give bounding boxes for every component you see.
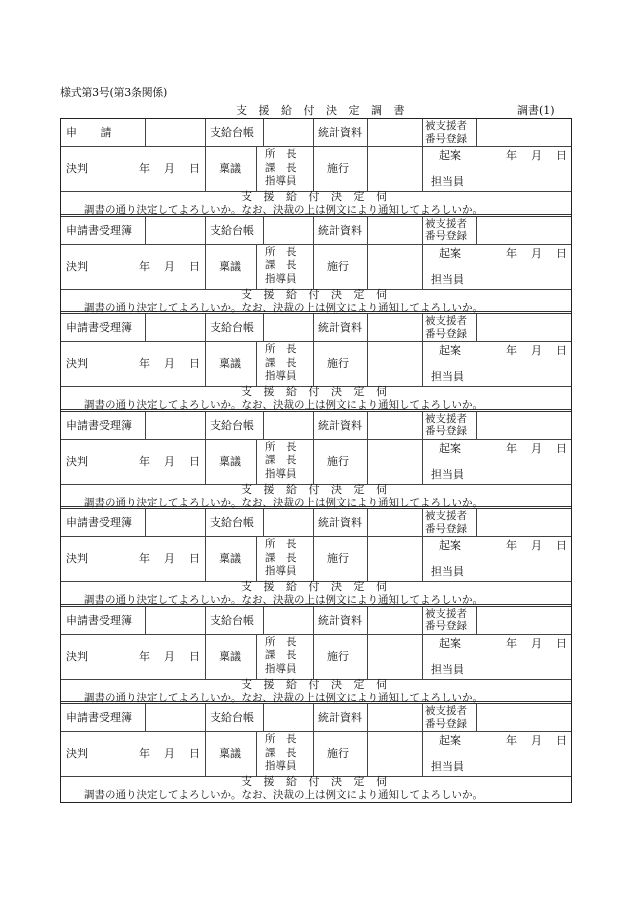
deliberation-label: 稟議 bbox=[219, 357, 241, 370]
decision-day-label: 日 bbox=[189, 649, 200, 663]
deliberation-label: 稟議 bbox=[219, 259, 241, 273]
application-register-label: 申請書受理簿 bbox=[66, 613, 132, 627]
grid-line bbox=[263, 314, 264, 341]
decision-inquiry-text: 調書の通り決定してよろしいか。なお、決裁の上は例文により通知してよろしいか。 bbox=[84, 399, 483, 411]
grid-line bbox=[263, 412, 264, 439]
director-label: 所 長 bbox=[265, 635, 297, 648]
section-chief-label: 課 長 bbox=[265, 551, 297, 564]
statistics-label: 統計資料 bbox=[318, 711, 362, 724]
draft-day-label: 日 bbox=[556, 344, 567, 357]
deliberation-label: 稟議 bbox=[219, 162, 241, 175]
approver-titles bbox=[261, 246, 313, 287]
enforcement-label: 施行 bbox=[327, 162, 349, 175]
decision-month-label: 月 bbox=[164, 552, 175, 565]
decision-year-label: 年 bbox=[139, 747, 150, 760]
decision-inquiry-text: 調書の通り決定してよろしいか。なお、決裁の上は例文により通知してよろしいか。 bbox=[84, 594, 483, 606]
recipient-registration-label bbox=[422, 607, 476, 634]
draft-month-label: 月 bbox=[531, 246, 542, 260]
application-register-label: 申 請 bbox=[66, 126, 122, 139]
decision-day-label: 日 bbox=[189, 747, 200, 760]
application-register-label: 申請書受理簿 bbox=[66, 418, 132, 432]
grid-line bbox=[263, 509, 264, 536]
draft-month-label: 月 bbox=[531, 636, 542, 650]
section-chief-label: 課 長 bbox=[265, 454, 297, 466]
decision-block bbox=[61, 412, 571, 510]
staff-label: 担当員 bbox=[431, 760, 464, 773]
statistics-label: 統計資料 bbox=[318, 418, 362, 432]
draft-year-label: 年 bbox=[506, 636, 517, 650]
decision-month-label: 月 bbox=[164, 454, 175, 468]
decision-day-label: 日 bbox=[189, 162, 200, 175]
section-chief-label: 課 長 bbox=[265, 259, 297, 271]
approver-titles bbox=[261, 636, 313, 677]
payment-ledger-label: 支給台帳 bbox=[210, 126, 254, 139]
instructor-label: 指導員 bbox=[265, 565, 297, 577]
decision-month-label: 月 bbox=[164, 747, 175, 760]
draft-label: 起案 bbox=[439, 344, 461, 357]
recipient-label-line1: 被支援者 bbox=[425, 217, 467, 230]
grid-line bbox=[476, 607, 477, 634]
director-label: 所 長 bbox=[265, 148, 297, 160]
section-chief-label: 課 長 bbox=[265, 746, 297, 759]
document-reference: 調書(1) bbox=[517, 104, 555, 117]
recipient-label-line1: 被支援者 bbox=[425, 315, 467, 327]
draft-year-label: 年 bbox=[506, 441, 517, 455]
form-number-label: 様式第3号(第3条関係) bbox=[60, 86, 167, 99]
draft-year-label: 年 bbox=[506, 246, 517, 260]
recipient-label-line2: 番号登録 bbox=[425, 425, 467, 437]
instructor-label: 指導員 bbox=[265, 467, 297, 480]
decision-month-label: 月 bbox=[164, 259, 175, 273]
draft-month-label: 月 bbox=[531, 734, 542, 747]
grid-line bbox=[367, 607, 368, 679]
instructor-label: 指導員 bbox=[265, 760, 297, 772]
statistics-label: 統計資料 bbox=[318, 126, 362, 139]
draft-day-label: 日 bbox=[556, 734, 567, 747]
recipient-label-line1: 被支援者 bbox=[425, 705, 467, 717]
grid-line bbox=[263, 217, 264, 244]
staff-label: 担当員 bbox=[431, 565, 464, 578]
decision-inquiry-title: 支 援 給 付 決 定 伺 bbox=[241, 190, 391, 203]
decision-month-label: 月 bbox=[164, 162, 175, 175]
decision-inquiry-text: 調書の通り決定してよろしいか。なお、決裁の上は例文により通知してよろしいか。 bbox=[84, 496, 483, 509]
deliberation-label: 稟議 bbox=[219, 454, 241, 468]
instructor-label: 指導員 bbox=[265, 175, 297, 187]
grid-line bbox=[476, 217, 477, 244]
director-label: 所 長 bbox=[265, 538, 297, 550]
draft-month-label: 月 bbox=[531, 344, 542, 357]
decision-block bbox=[61, 704, 571, 802]
decision-label: 決判 bbox=[66, 454, 88, 468]
deliberation-label: 稟議 bbox=[219, 747, 241, 760]
director-label: 所 長 bbox=[265, 343, 297, 355]
grid-line bbox=[145, 704, 146, 731]
staff-label: 担当員 bbox=[431, 175, 464, 188]
staff-label: 担当員 bbox=[431, 370, 464, 383]
grid-line bbox=[256, 731, 257, 776]
grid-line bbox=[367, 314, 368, 386]
draft-label: 起案 bbox=[439, 539, 461, 552]
grid-line bbox=[476, 412, 477, 439]
decision-label: 決判 bbox=[66, 747, 88, 760]
grid-line bbox=[256, 439, 257, 484]
deliberation-label: 稟議 bbox=[219, 649, 241, 663]
decision-block bbox=[61, 314, 571, 412]
recipient-label-line1: 被支援者 bbox=[425, 510, 467, 522]
grid-line bbox=[263, 119, 264, 146]
decision-day-label: 日 bbox=[189, 357, 200, 370]
decision-inquiry-text: 調書の通り決定してよろしいか。なお、決裁の上は例文により通知してよろしいか。 bbox=[84, 204, 483, 216]
draft-label: 起案 bbox=[439, 149, 461, 162]
draft-year-label: 年 bbox=[506, 344, 517, 357]
grid-line bbox=[476, 509, 477, 536]
draft-label: 起案 bbox=[439, 246, 461, 260]
decision-day-label: 日 bbox=[189, 454, 200, 468]
grid-line bbox=[256, 634, 257, 679]
decision-block bbox=[61, 509, 571, 607]
grid-line bbox=[256, 536, 257, 581]
recipient-label-line2: 番号登録 bbox=[425, 717, 467, 730]
recipient-label-line2: 番号登録 bbox=[425, 230, 467, 242]
draft-year-label: 年 bbox=[506, 539, 517, 552]
draft-month-label: 月 bbox=[531, 149, 542, 162]
application-register-label: 申請書受理簿 bbox=[66, 516, 132, 529]
decision-year-label: 年 bbox=[139, 552, 150, 565]
draft-month-label: 月 bbox=[531, 441, 542, 455]
decision-inquiry-text: 調書の通り決定してよろしいか。なお、決裁の上は例文により通知してよろしいか。 bbox=[84, 789, 483, 801]
decision-year-label: 年 bbox=[139, 649, 150, 663]
approver-titles bbox=[261, 538, 313, 579]
grid-line bbox=[145, 314, 146, 341]
grid-line bbox=[256, 341, 257, 386]
grid-line bbox=[145, 217, 146, 244]
approver-titles bbox=[261, 441, 313, 482]
draft-day-label: 日 bbox=[556, 539, 567, 552]
approver-titles bbox=[261, 148, 313, 189]
recipient-label-line2: 番号登録 bbox=[425, 620, 467, 632]
payment-ledger-label: 支給台帳 bbox=[210, 321, 254, 334]
decision-inquiry-title: 支 援 給 付 決 定 伺 bbox=[241, 482, 391, 496]
application-register-label: 申請書受理簿 bbox=[66, 321, 132, 334]
decision-year-label: 年 bbox=[139, 162, 150, 175]
section-chief-label: 課 長 bbox=[265, 649, 297, 661]
decision-inquiry-title: 支 援 給 付 決 定 伺 bbox=[241, 677, 391, 691]
recipient-label-line1: 被支援者 bbox=[425, 412, 467, 425]
grid-line bbox=[145, 119, 146, 146]
payment-ledger-label: 支給台帳 bbox=[210, 711, 254, 724]
draft-day-label: 日 bbox=[556, 636, 567, 650]
draft-year-label: 年 bbox=[506, 734, 517, 747]
statistics-label: 統計資料 bbox=[318, 613, 362, 627]
director-label: 所 長 bbox=[265, 440, 297, 453]
decision-year-label: 年 bbox=[139, 357, 150, 370]
statistics-label: 統計資料 bbox=[318, 223, 362, 237]
grid-line bbox=[256, 244, 257, 289]
recipient-label-line1: 被支援者 bbox=[425, 607, 467, 620]
decision-day-label: 日 bbox=[189, 552, 200, 565]
decision-label: 決判 bbox=[66, 649, 88, 663]
enforcement-label: 施行 bbox=[327, 649, 349, 663]
decision-inquiry-text: 調書の通り決定してよろしいか。なお、決裁の上は例文により通知してよろしいか。 bbox=[84, 691, 483, 704]
decision-day-label: 日 bbox=[189, 259, 200, 273]
decision-form-sheet bbox=[60, 118, 572, 803]
recipient-registration-label bbox=[422, 704, 476, 731]
recipient-registration-label bbox=[422, 217, 476, 244]
recipient-label-line2: 番号登録 bbox=[425, 522, 467, 535]
decision-month-label: 月 bbox=[164, 357, 175, 370]
draft-day-label: 日 bbox=[556, 149, 567, 162]
draft-label: 起案 bbox=[439, 734, 461, 747]
recipient-registration-label bbox=[422, 314, 476, 341]
enforcement-label: 施行 bbox=[327, 747, 349, 760]
staff-label: 担当員 bbox=[431, 272, 464, 286]
staff-label: 担当員 bbox=[431, 662, 464, 676]
grid-line bbox=[367, 704, 368, 776]
decision-label: 決判 bbox=[66, 552, 88, 565]
application-register-label: 申請書受理簿 bbox=[66, 223, 132, 237]
draft-month-label: 月 bbox=[531, 539, 542, 552]
director-label: 所 長 bbox=[265, 245, 297, 258]
payment-ledger-label: 支給台帳 bbox=[210, 223, 254, 237]
director-label: 所 長 bbox=[265, 733, 297, 745]
decision-inquiry-text: 調書の通り決定してよろしいか。なお、決裁の上は例文により通知してよろしいか。 bbox=[84, 301, 483, 314]
grid-line bbox=[476, 314, 477, 341]
recipient-registration-label bbox=[422, 509, 476, 536]
recipient-registration-label bbox=[422, 412, 476, 439]
recipient-registration-label bbox=[422, 119, 476, 146]
approver-titles bbox=[261, 733, 313, 774]
grid-line bbox=[145, 509, 146, 536]
approver-titles bbox=[261, 343, 313, 384]
grid-line bbox=[145, 412, 146, 439]
grid-line bbox=[367, 412, 368, 484]
decision-year-label: 年 bbox=[139, 454, 150, 468]
grid-line bbox=[145, 607, 146, 634]
grid-line bbox=[263, 704, 264, 731]
decision-label: 決判 bbox=[66, 162, 88, 175]
instructor-label: 指導員 bbox=[265, 662, 297, 675]
enforcement-label: 施行 bbox=[327, 454, 349, 468]
decision-block bbox=[61, 119, 571, 217]
draft-label: 起案 bbox=[439, 441, 461, 455]
section-chief-label: 課 長 bbox=[265, 356, 297, 369]
draft-year-label: 年 bbox=[506, 149, 517, 162]
grid-line bbox=[476, 704, 477, 731]
enforcement-label: 施行 bbox=[327, 357, 349, 370]
decision-block bbox=[61, 217, 571, 315]
decision-label: 決判 bbox=[66, 357, 88, 370]
enforcement-label: 施行 bbox=[327, 552, 349, 565]
instructor-label: 指導員 bbox=[265, 370, 297, 382]
decision-month-label: 月 bbox=[164, 649, 175, 663]
application-register-label: 申請書受理簿 bbox=[66, 711, 132, 724]
grid-line bbox=[256, 146, 257, 191]
instructor-label: 指導員 bbox=[265, 272, 297, 285]
statistics-label: 統計資料 bbox=[318, 321, 362, 334]
decision-inquiry-title: 支 援 給 付 決 定 伺 bbox=[241, 385, 391, 398]
grid-line bbox=[263, 607, 264, 634]
decision-block bbox=[61, 607, 571, 705]
section-chief-label: 課 長 bbox=[265, 161, 297, 174]
decision-inquiry-title: 支 援 給 付 決 定 伺 bbox=[241, 775, 391, 788]
grid-line bbox=[367, 217, 368, 289]
draft-day-label: 日 bbox=[556, 441, 567, 455]
draft-day-label: 日 bbox=[556, 246, 567, 260]
payment-ledger-label: 支給台帳 bbox=[210, 418, 254, 432]
enforcement-label: 施行 bbox=[327, 259, 349, 273]
document-title: 支 援 給 付 決 定 調 書 bbox=[236, 104, 409, 117]
decision-year-label: 年 bbox=[139, 259, 150, 273]
statistics-label: 統計資料 bbox=[318, 516, 362, 529]
grid-line bbox=[367, 509, 368, 581]
grid-line bbox=[476, 119, 477, 146]
recipient-label-line2: 番号登録 bbox=[425, 132, 467, 145]
draft-label: 起案 bbox=[439, 636, 461, 650]
decision-inquiry-title: 支 援 給 付 決 定 伺 bbox=[241, 580, 391, 593]
decision-inquiry-title: 支 援 給 付 決 定 伺 bbox=[241, 287, 391, 301]
decision-label: 決判 bbox=[66, 259, 88, 273]
staff-label: 担当員 bbox=[431, 467, 464, 481]
payment-ledger-label: 支給台帳 bbox=[210, 613, 254, 627]
recipient-label-line1: 被支援者 bbox=[425, 120, 467, 132]
payment-ledger-label: 支給台帳 bbox=[210, 516, 254, 529]
grid-line bbox=[367, 119, 368, 191]
recipient-label-line2: 番号登録 bbox=[425, 327, 467, 340]
deliberation-label: 稟議 bbox=[219, 552, 241, 565]
